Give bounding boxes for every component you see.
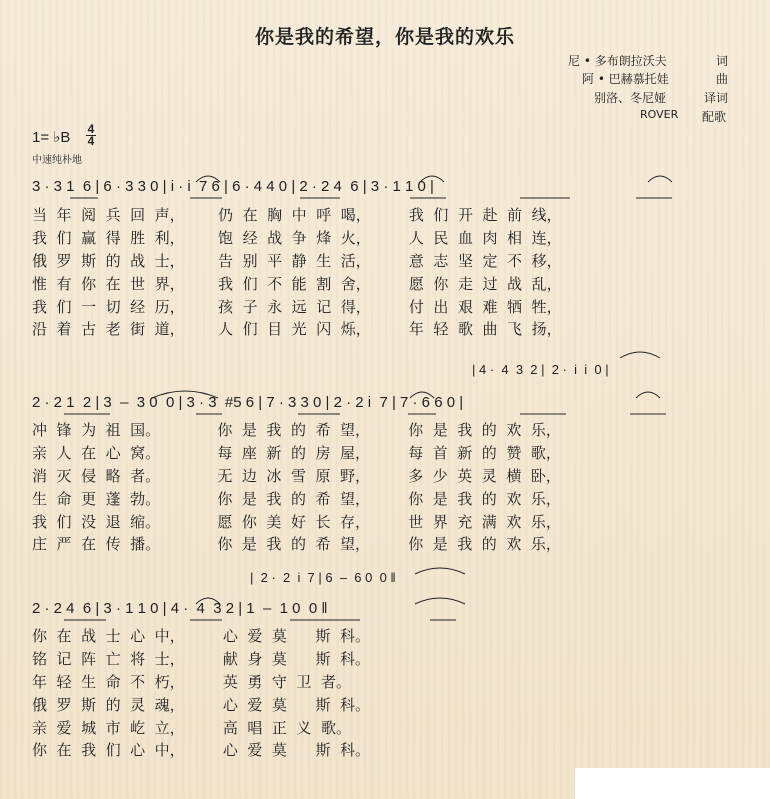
slur-9 [415, 568, 465, 574]
system1-lyric-3: 俄 罗 斯 的 战 士， 告 别 平 静 生 活， 意 志 坚 定 不 移， [32, 252, 562, 270]
system1-lyric-6: 沿 着 古 老 街 道， 人 们 目 光 闪 烁， 年 轻 歌 曲 飞 扬， [32, 320, 562, 338]
credit-name-composer: 阿 • 巴赫慕托娃 [582, 72, 669, 86]
slur-6 [636, 392, 660, 398]
slur-3 [648, 176, 672, 182]
credit-role-arranger: 配歌 [702, 110, 727, 124]
system2-lyric-2: 亲 人 在 心 窝。 每 座 新 的 房 屋， 每 首 新 的 赞 歌， [32, 444, 561, 462]
tempo-marking: 中速纯朴地 [32, 155, 82, 166]
slur-8 [196, 598, 220, 604]
credit-name-translator: 别洛、冬尼娅 [594, 91, 667, 105]
system3-lyric-6: 你 在 我 们 心 中， 心 爱 莫 斯 科。 [32, 741, 371, 759]
system2-notation: 2 · 2 1 2 | 3 – 3 0 0 | 3 · 3 #5 6 | 7 · 3 3 0 | 2 · 2 i 7 | 7 · 6 6 0 | [32, 394, 464, 411]
slur-7 [620, 352, 660, 358]
credit-role-translator: 译词 [704, 91, 729, 105]
credit-name-lyricist: 尼 • 多布朗拉沃夫 [568, 54, 667, 68]
corner-blank [575, 768, 770, 799]
slur-2 [420, 176, 444, 182]
time-signature-top: 4 [87, 122, 95, 136]
slur-1 [196, 176, 220, 182]
slur-5 [410, 392, 434, 398]
system2-lyric-6: 庄 严 在 传 播。 你 是 我 的 希 望， 你 是 我 的 欢 乐， [32, 535, 561, 553]
credit-role-lyricist: 词 [716, 54, 729, 68]
system2-lyric-3: 消 灭 侵 略 者。 无 边 冰 雪 原 野， 多 少 英 灵 横 卧， [32, 467, 561, 485]
credit-name-arranger: ROVER [640, 108, 679, 121]
system1-lyric-5: 我 们 一 切 经 历， 孩 子 永 远 记 得， 付 出 艰 难 牺 牲， [32, 298, 562, 316]
system3-lyric-5: 亲 爱 城 市 屹 立， 高 唱 正 义 歌。 [32, 719, 351, 737]
system1-lyric-4: 惟 有 你 在 世 界， 我 们 不 能 割 舍， 愿 你 走 过 战 乱， [32, 275, 562, 293]
system3-alt-notation: | 2 · 2 i 7 | 6 – 6 0 0 ‖ [250, 570, 396, 585]
system1-lyric-2: 我 们 赢 得 胜 利， 饱 经 战 争 烽 火， 人 民 血 肉 相 连， [32, 229, 562, 247]
credit-role-composer: 曲 [716, 72, 729, 86]
system3-lyric-3: 年 轻 生 命 不 朽， 英 勇 守 卫 者。 [32, 673, 351, 691]
system2-lyric-5: 我 们 没 退 缩。 愿 你 美 好 长 存， 世 界 充 满 欢 乐， [32, 513, 561, 531]
time-signature-bottom: 4 [87, 134, 95, 148]
system2-alt-notation: | 4 · 4 3 2 | 2 · i i 0 | [472, 362, 609, 377]
system1-notation: 3 · 3 1 6 | 6 · 3 3 0 | i · i 7 6 | 6 · 4 4 0 | 2 · 2 4 6 | 3 · 1 1 0 | [32, 178, 434, 195]
key-signature: 1= ♭B [32, 129, 71, 146]
slur-4 [152, 391, 218, 398]
system2-lyric-1: 冲 锋 为 祖 国。 你 是 我 的 希 望， 你 是 我 的 欢 乐， [32, 421, 561, 439]
system1-lyric-1: 当 年 阅 兵 回 声， 仍 在 胸 中 呼 喝， 我 们 开 赴 前 线， [32, 206, 562, 224]
system3-notation: 2 · 2 4 6 | 3 · 1 1 0 | 4 · 4 3 2 | 1 – 1 0 0 ‖ [32, 600, 328, 617]
song-title: 你是我的希望，你是我的欢乐 [254, 26, 515, 48]
system3-lyric-4: 俄 罗 斯 的 灵 魂， 心 爱 莫 斯 科。 [32, 696, 371, 714]
slur-10 [415, 598, 465, 604]
system3-lyric-2: 铭 记 阵 亡 将 士， 献 身 莫 斯 科。 [32, 650, 371, 668]
system2-lyric-4: 生 命 更 蓬 勃。 你 是 我 的 希 望， 你 是 我 的 欢 乐， [32, 490, 561, 508]
system3-lyric-1: 你 在 战 士 心 中， 心 爱 莫 斯 科。 [32, 627, 371, 645]
